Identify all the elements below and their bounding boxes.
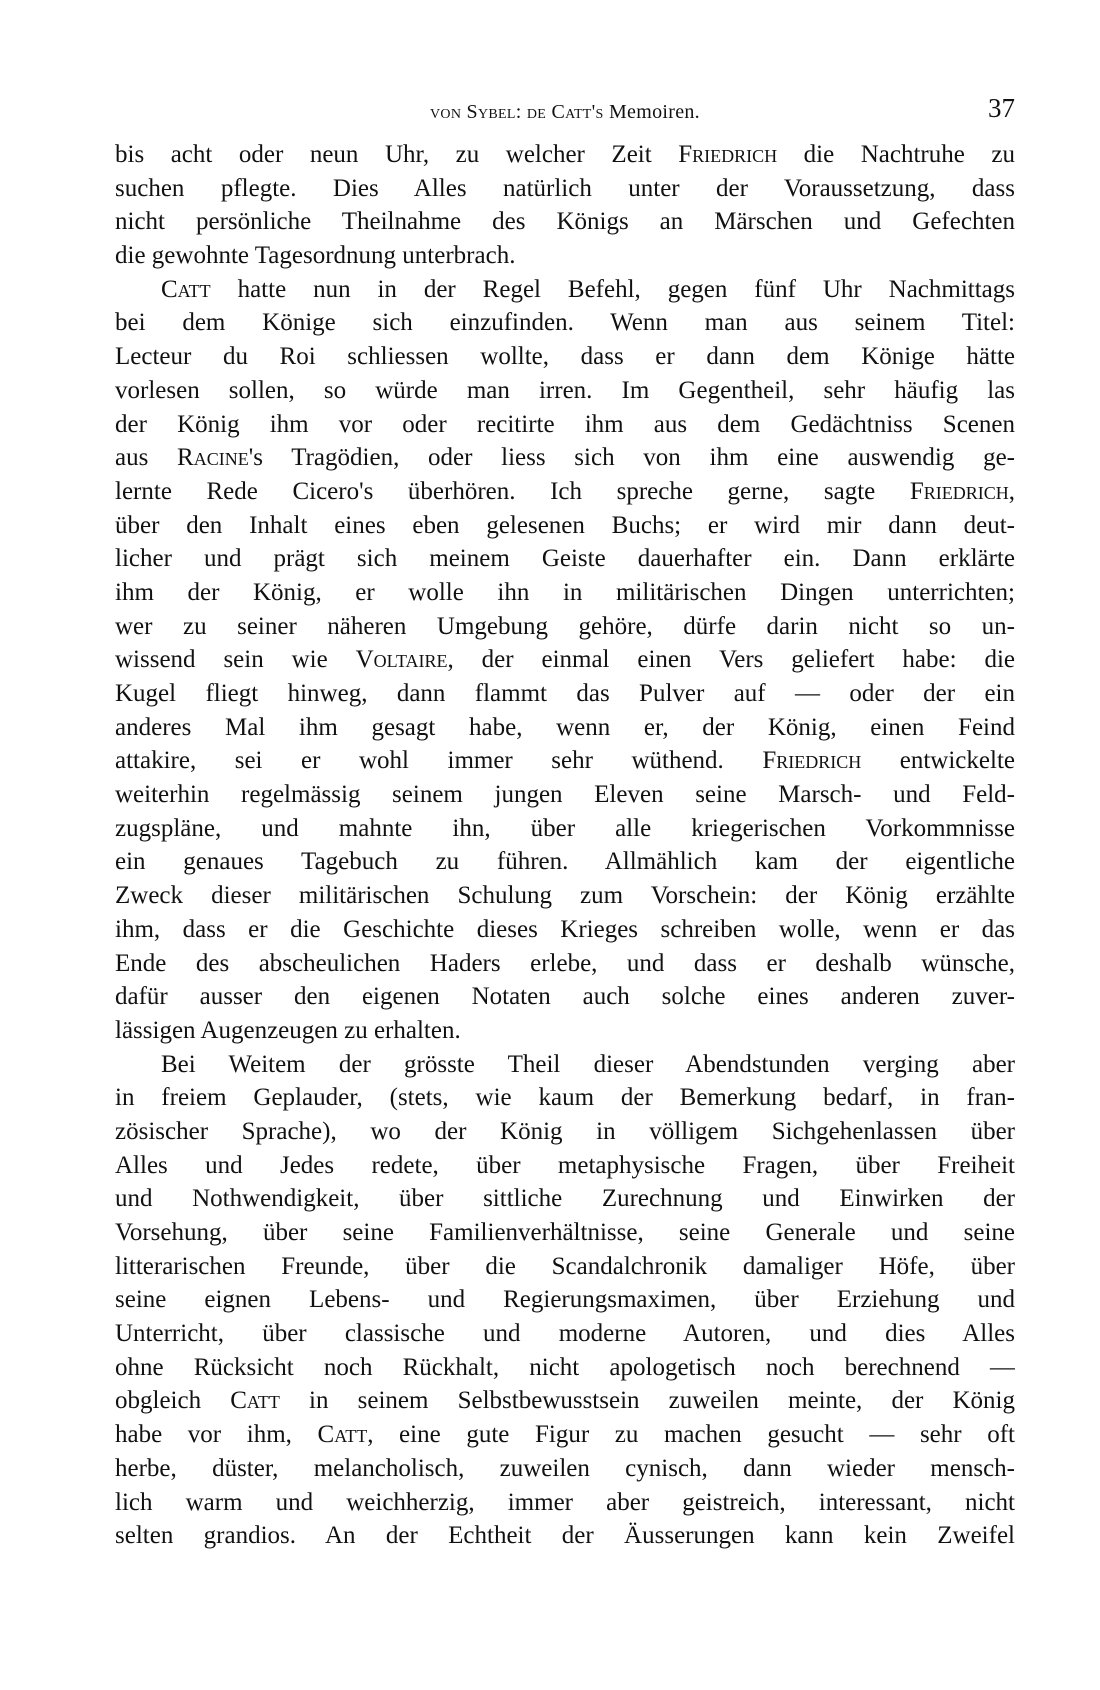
text-line: wer zu seiner näheren Umgebung gehöre, dürfe darin nicht so un-: [115, 612, 1015, 640]
text-line: bei dem Könige sich einzufinden. Wenn man aus seinem Titel:: [115, 309, 1015, 337]
text-line: Alles und Jedes redete, über metaphysische Fragen, über Freiheit: [115, 1151, 1015, 1179]
text-line: ihm der König, er wolle ihn in militärischen Dingen unterrichten;: [115, 578, 1015, 606]
running-title-work: Memoiren.: [608, 101, 700, 123]
text-line: vorlesen sollen, so würde man irren. Im Gegentheil, sehr häufig las: [115, 376, 1015, 404]
text-line: ohne Rücksicht noch Rückhalt, nicht apologetisch noch berechnend —: [115, 1353, 1015, 1381]
text-line: dafür ausser den eigenen Notaten auch solche eines anderen zuver-: [115, 983, 1015, 1011]
text-line: Ende des abscheulichen Haders erlebe, und dass er deshalb wünsche,: [115, 949, 1015, 977]
text-line: lernte Rede Cicero's überhören. Ich spreche gerne, sagte Friedrich,: [115, 477, 1015, 505]
running-title-author: von Sybel:: [430, 101, 522, 123]
text-line: weiterhin regelmässig seinem jungen Eleven seine Marsch- und Feld-: [115, 781, 1015, 809]
text-line: die gewohnte Tagesordnung unterbrach.: [115, 242, 516, 270]
text-line: aus Racine's Tragödien, oder liess sich von ihm eine auswendig ge-: [115, 444, 1015, 472]
text-line: zugspläne, und mahnte ihn, über alle kriegerischen Vorkommnisse: [115, 814, 1015, 842]
text-line: Unterricht, über classische und moderne Autoren, und dies Alles: [115, 1320, 1015, 1348]
text-line: über den Inhalt eines eben gelesenen Buchs; er wird mir dann deut-: [115, 511, 1015, 539]
running-head: [115, 93, 1015, 127]
text-line: Catt hatte nun in der Regel Befehl, gegen fünf Uhr Nachmittags: [161, 275, 1015, 303]
page-number: 37: [988, 93, 1015, 123]
text-line: attakire, sei er wohl immer sehr wüthend. Friedrich entwickelte: [115, 747, 1015, 775]
text-line: ihm, dass er die Geschichte dieses Krieges schreiben wolle, wenn er das: [115, 915, 1015, 943]
text-line: Zweck dieser militärischen Schulung zum Vorschein: der König erzählte: [115, 882, 1015, 910]
text-line: lässigen Augenzeugen zu erhalten.: [115, 1016, 461, 1044]
text-line: herbe, düster, melancholisch, zuweilen cynisch, dann wieder mensch-: [115, 1454, 1015, 1482]
running-title-subject: de Catt's: [526, 101, 604, 123]
text-line: nicht persönliche Theilnahme des Königs an Märschen und Gefechten: [115, 208, 1015, 236]
text-line: licher und prägt sich meinem Geiste dauerhafter ein. Dann erklärte: [115, 545, 1015, 573]
text-line: Vorsehung, über seine Familienverhältnisse, seine Generale und seine: [115, 1219, 1015, 1246]
text-line: wissend sein wie Voltaire, der einmal einen Vers geliefert habe: die: [115, 646, 1015, 674]
body-text: [115, 138, 1015, 1553]
text-line: obgleich Catt in seinem Selbstbewusstsein zuweilen meinte, der König: [115, 1387, 1015, 1415]
text-line: in freiem Geplauder, (stets, wie kaum der Bemerkung bedarf, in fran-: [115, 1084, 1015, 1112]
running-title: [115, 101, 1015, 124]
text-line: habe vor ihm, Catt, eine gute Figur zu machen gesucht — sehr oft: [115, 1421, 1015, 1449]
text-line: der König ihm vor oder recitirte ihm aus dem Gedächtniss Scenen: [115, 410, 1015, 438]
text-line: anderes Mal ihm gesagt habe, wenn er, der König, einen Feind: [115, 713, 1015, 741]
text-line: Kugel fliegt hinweg, dann flammt das Pulver auf — oder der ein: [115, 680, 1015, 707]
text-line: lich warm und weichherzig, immer aber geistreich, interessant, nicht: [115, 1488, 1015, 1516]
text-line: ein genaues Tagebuch zu führen. Allmählich kam der eigentliche: [115, 848, 1015, 876]
text-line: litterarischen Freunde, über die Scandalchronik damaliger Höfe, über: [115, 1252, 1015, 1280]
text-line: suchen pflegte. Dies Alles natürlich unter der Voraussetzung, dass: [115, 174, 1015, 202]
text-line: Bei Weitem der grösste Theil dieser Abendstunden verging aber: [161, 1050, 1015, 1078]
text-line: zösischer Sprache), wo der König in völligem Sichgehenlassen über: [115, 1117, 1015, 1145]
text-line: Lecteur du Roi schliessen wollte, dass er dann dem Könige hätte: [115, 343, 1015, 371]
text-line: selten grandios. An der Echtheit der Äusserungen kann kein Zweifel: [115, 1522, 1015, 1550]
text-line: und Nothwendigkeit, über sittliche Zurechnung und Einwirken der: [115, 1185, 1015, 1213]
text-line: bis acht oder neun Uhr, zu welcher Zeit Friedrich die Nachtruhe zu: [115, 141, 1015, 168]
text-line: seine eignen Lebens- und Regierungsmaximen, über Erziehung und: [115, 1286, 1015, 1314]
